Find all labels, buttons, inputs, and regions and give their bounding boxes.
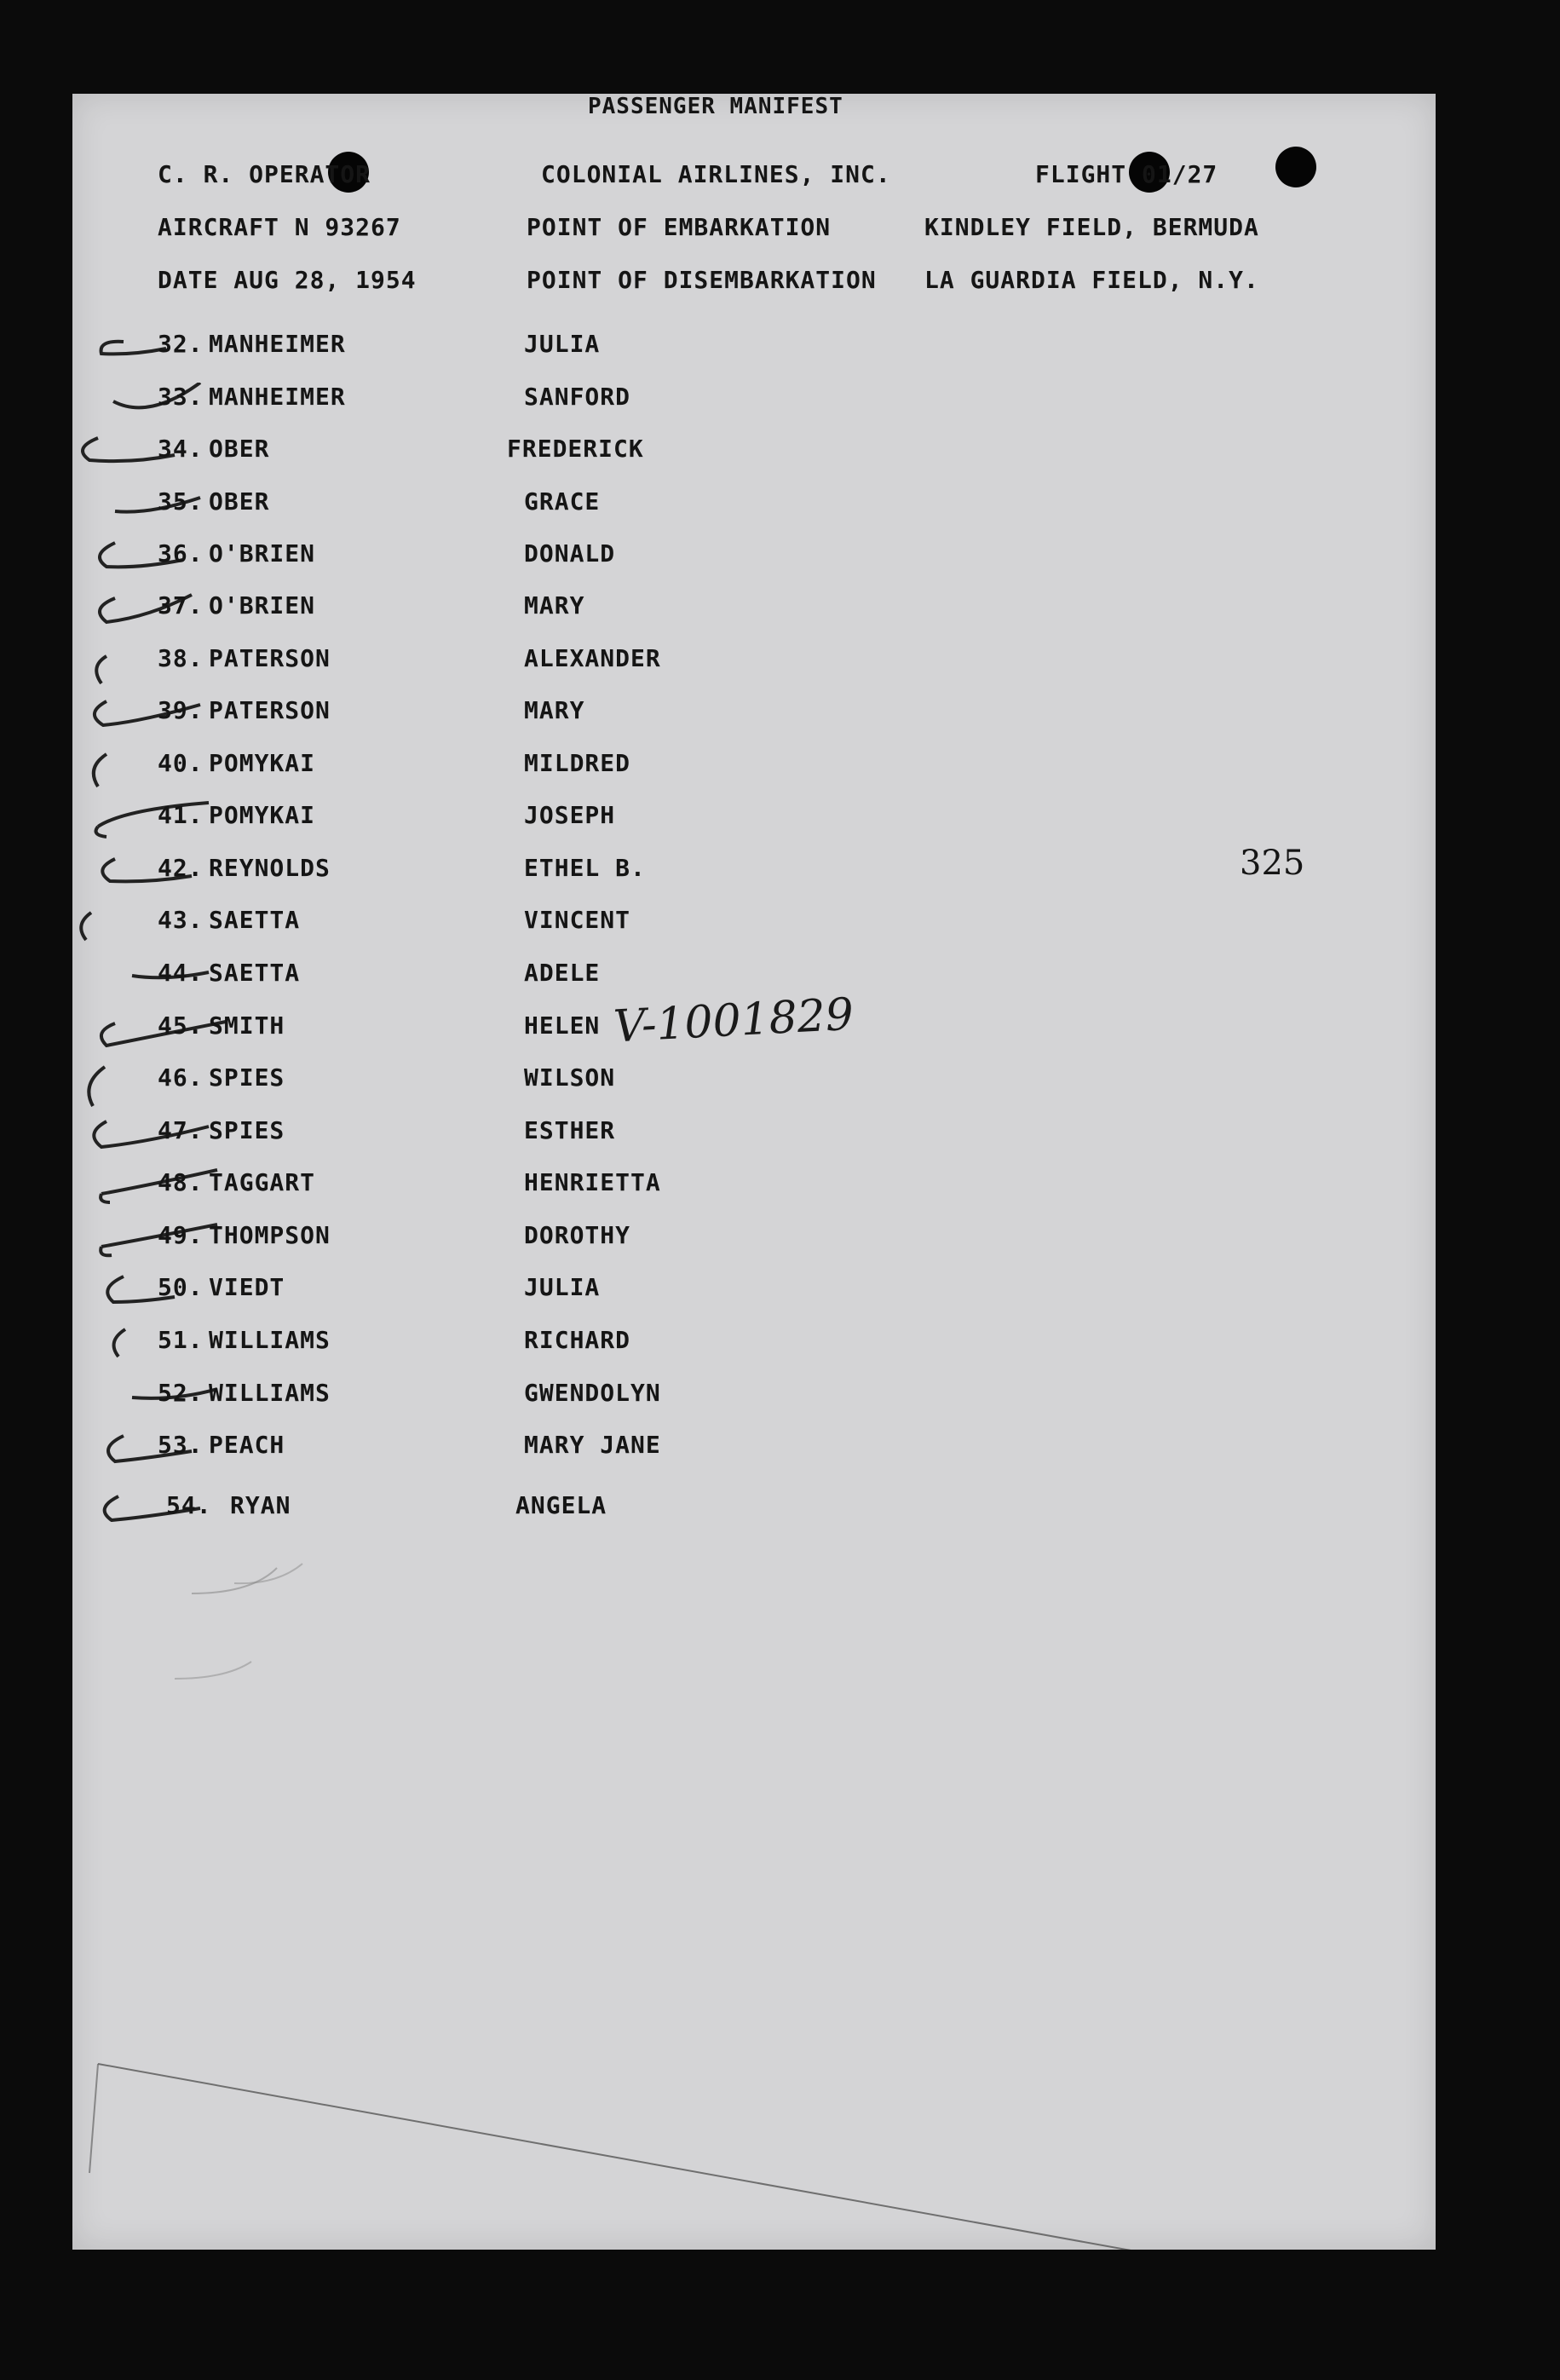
passenger-number: 47. xyxy=(158,1116,204,1144)
passenger-first-name: GWENDOLYN xyxy=(524,1379,661,1407)
passenger-first-name: MILDRED xyxy=(524,749,631,777)
document-title: PASSENGER MANIFEST xyxy=(588,94,843,119)
passenger-last-name: O'BRIEN xyxy=(209,591,316,619)
passenger-first-name: GRACE xyxy=(524,487,601,516)
disembarkation-value: LA GUARDIA FIELD, N.Y. xyxy=(924,266,1259,294)
passenger-first-name: JULIA xyxy=(524,330,601,358)
passenger-last-name: RYAN xyxy=(230,1491,291,1519)
passenger-number: 37. xyxy=(158,591,204,619)
passenger-first-name: ANGELA xyxy=(515,1491,607,1519)
passenger-first-name: DOROTHY xyxy=(524,1221,631,1249)
passenger-number: 43. xyxy=(158,906,204,934)
passenger-last-name: PEACH xyxy=(209,1431,285,1459)
passenger-first-name: WILSON xyxy=(524,1063,616,1092)
passenger-number: 41. xyxy=(158,801,204,829)
passenger-number: 44. xyxy=(158,959,204,987)
passenger-number: 40. xyxy=(158,749,204,777)
passenger-number: 53. xyxy=(158,1431,204,1459)
passenger-last-name: TAGGART xyxy=(209,1168,316,1196)
manifest-date: DATE AUG 28, 1954 xyxy=(158,266,417,294)
passenger-number: 42. xyxy=(158,854,204,882)
passenger-last-name: OBER xyxy=(209,435,270,463)
passenger-first-name: ESTHER xyxy=(524,1116,616,1144)
handwritten-note: V-1001829 xyxy=(612,988,855,1053)
passenger-number: 36. xyxy=(158,539,204,568)
passenger-first-name: VINCENT xyxy=(524,906,631,934)
passenger-last-name: SMITH xyxy=(209,1011,285,1040)
page-number: 325 xyxy=(1240,844,1305,883)
disembarkation-label: POINT OF DISEMBARKATION xyxy=(527,266,877,294)
embarkation-label: POINT OF EMBARKATION xyxy=(527,213,832,241)
passenger-number: 50. xyxy=(158,1273,204,1301)
passenger-last-name: PATERSON xyxy=(209,644,331,672)
passenger-last-name: MANHEIMER xyxy=(209,383,346,411)
fold-line xyxy=(72,94,1436,2250)
passenger-number: 38. xyxy=(158,644,204,672)
passenger-last-name: SPIES xyxy=(209,1116,285,1144)
passenger-last-name: WILLIAMS xyxy=(209,1326,331,1354)
passenger-number: 35. xyxy=(158,487,204,516)
passenger-first-name: MARY xyxy=(524,591,585,619)
passenger-first-name: ALEXANDER xyxy=(524,644,661,672)
passenger-last-name: MANHEIMER xyxy=(209,330,346,358)
passenger-last-name: SAETTA xyxy=(209,906,301,934)
passenger-last-name: WILLIAMS xyxy=(209,1379,331,1407)
passenger-last-name: SPIES xyxy=(209,1063,285,1092)
passenger-last-name: SAETTA xyxy=(209,959,301,987)
flight-number: FLIGHT 01/27 xyxy=(1035,160,1218,188)
passenger-number: 54. xyxy=(166,1491,212,1519)
passenger-first-name: RICHARD xyxy=(524,1326,631,1354)
passenger-first-name: FREDERICK xyxy=(507,435,644,463)
passenger-first-name: MARY xyxy=(524,696,585,724)
passenger-first-name: ETHEL B. xyxy=(524,854,646,882)
passenger-first-name: JULIA xyxy=(524,1273,601,1301)
aircraft-number: AIRCRAFT N 93267 xyxy=(158,213,401,241)
passenger-first-name: HELEN xyxy=(524,1011,601,1040)
airline-name: COLONIAL AIRLINES, INC. xyxy=(541,160,891,188)
passenger-last-name: REYNOLDS xyxy=(209,854,331,882)
passenger-first-name: JOSEPH xyxy=(524,801,616,829)
passenger-number: 32. xyxy=(158,330,204,358)
passenger-number: 51. xyxy=(158,1326,204,1354)
passenger-number: 49. xyxy=(158,1221,204,1249)
passenger-number: 34. xyxy=(158,435,204,463)
passenger-number: 46. xyxy=(158,1063,204,1092)
passenger-first-name: HENRIETTA xyxy=(524,1168,661,1196)
passenger-last-name: VIEDT xyxy=(209,1273,285,1301)
passenger-first-name: SANFORD xyxy=(524,383,631,411)
passenger-last-name: THOMPSON xyxy=(209,1221,331,1249)
passenger-first-name: DONALD xyxy=(524,539,616,568)
passenger-number: 45. xyxy=(158,1011,204,1040)
passenger-last-name: POMYKAI xyxy=(209,801,316,829)
passenger-first-name: MARY JANE xyxy=(524,1431,661,1459)
passenger-number: 33. xyxy=(158,383,204,411)
passenger-last-name: OBER xyxy=(209,487,270,516)
passenger-number: 48. xyxy=(158,1168,204,1196)
passenger-last-name: POMYKAI xyxy=(209,749,316,777)
passenger-number: 52. xyxy=(158,1379,204,1407)
passenger-last-name: PATERSON xyxy=(209,696,331,724)
embarkation-value: KINDLEY FIELD, BERMUDA xyxy=(924,213,1259,241)
passenger-first-name: ADELE xyxy=(524,959,601,987)
passenger-last-name: O'BRIEN xyxy=(209,539,316,568)
passenger-number: 39. xyxy=(158,696,204,724)
operator-label: C. R. OPERATOR xyxy=(158,160,371,188)
manifest-page xyxy=(72,94,1436,2250)
